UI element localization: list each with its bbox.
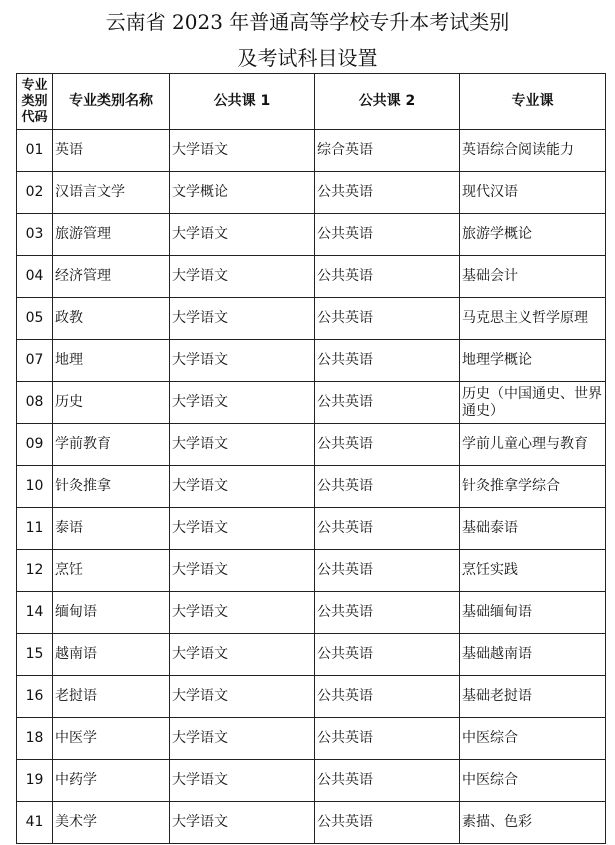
cell-public-course-2: 公共英语 <box>315 592 460 634</box>
cell-major-course: 烹饪实践 <box>460 550 606 592</box>
cell-category-name: 美术学 <box>53 802 170 844</box>
cell-category-code: 18 <box>17 718 53 760</box>
cell-public-course-2: 公共英语 <box>315 466 460 508</box>
cell-public-course-2: 公共英语 <box>315 172 460 214</box>
table-row <box>17 256 606 298</box>
cell-public-course-2: 公共英语 <box>315 634 460 676</box>
cell-major-course: 现代汉语 <box>460 172 606 214</box>
cell-category-name: 中药学 <box>53 760 170 802</box>
header-public-course-1: 公共课 1 <box>170 74 315 130</box>
cell-category-code: 19 <box>17 760 53 802</box>
cell-major-course: 地理学概论 <box>460 340 606 382</box>
cell-public-course-2: 公共英语 <box>315 508 460 550</box>
cell-public-course-2: 公共英语 <box>315 676 460 718</box>
cell-public-course-2: 公共英语 <box>315 256 460 298</box>
cell-public-course-1: 大学语文 <box>170 802 315 844</box>
cell-major-course: 学前儿童心理与教育 <box>460 424 606 466</box>
cell-category-code: 01 <box>17 130 53 172</box>
table-row <box>17 550 606 592</box>
cell-category-name: 政教 <box>53 298 170 340</box>
cell-major-course: 马克思主义哲学原理 <box>460 298 606 340</box>
cell-public-course-1: 大学语文 <box>170 298 315 340</box>
cell-major-course: 基础泰语 <box>460 508 606 550</box>
cell-public-course-1: 大学语文 <box>170 718 315 760</box>
cell-major-course: 英语综合阅读能力 <box>460 130 606 172</box>
cell-category-code: 04 <box>17 256 53 298</box>
table-row <box>17 718 606 760</box>
cell-category-name: 学前教育 <box>53 424 170 466</box>
cell-major-course: 基础会计 <box>460 256 606 298</box>
cell-public-course-1: 大学语文 <box>170 760 315 802</box>
cell-category-name: 中医学 <box>53 718 170 760</box>
cell-category-code: 07 <box>17 340 53 382</box>
cell-public-course-2: 公共英语 <box>315 760 460 802</box>
cell-category-name: 地理 <box>53 340 170 382</box>
cell-public-course-2: 公共英语 <box>315 718 460 760</box>
table-row <box>17 802 606 844</box>
cell-public-course-2: 公共英语 <box>315 298 460 340</box>
cell-public-course-2: 公共英语 <box>315 550 460 592</box>
table-row <box>17 298 606 340</box>
cell-category-code: 03 <box>17 214 53 256</box>
cell-public-course-2: 公共英语 <box>315 214 460 256</box>
cell-major-course: 旅游学概论 <box>460 214 606 256</box>
table-row <box>17 340 606 382</box>
cell-public-course-2: 公共英语 <box>315 424 460 466</box>
header-major-course: 专业课 <box>460 74 606 130</box>
cell-category-code: 41 <box>17 802 53 844</box>
cell-category-name: 泰语 <box>53 508 170 550</box>
cell-category-name: 英语 <box>53 130 170 172</box>
document-title-line-1: 云南省 2023 年普通高等学校专升本考试类别 <box>105 10 510 34</box>
cell-public-course-1: 大学语文 <box>170 214 315 256</box>
cell-category-code: 12 <box>17 550 53 592</box>
cell-category-code: 16 <box>17 676 53 718</box>
cell-category-name: 针灸推拿 <box>53 466 170 508</box>
cell-public-course-2: 公共英语 <box>315 340 460 382</box>
table-row <box>17 382 606 424</box>
cell-public-course-2: 公共英语 <box>315 382 460 424</box>
header-category-name: 专业类别名称 <box>53 74 170 130</box>
cell-public-course-1: 大学语文 <box>170 676 315 718</box>
cell-category-code: 08 <box>17 382 53 424</box>
table-row <box>17 172 606 214</box>
cell-public-course-1: 大学语文 <box>170 424 315 466</box>
header-category-code: 专业类别代码 <box>17 74 53 130</box>
table-row <box>17 424 606 466</box>
cell-category-code: 05 <box>17 298 53 340</box>
cell-public-course-1: 文学概论 <box>170 172 315 214</box>
cell-public-course-1: 大学语文 <box>170 130 315 172</box>
cell-public-course-2: 公共英语 <box>315 802 460 844</box>
cell-category-name: 老挝语 <box>53 676 170 718</box>
cell-major-course: 素描、色彩 <box>460 802 606 844</box>
cell-major-course: 中医综合 <box>460 718 606 760</box>
table-row <box>17 760 606 802</box>
table-row <box>17 634 606 676</box>
cell-major-course: 历史（中国通史、世界通史） <box>460 382 606 424</box>
cell-public-course-1: 大学语文 <box>170 508 315 550</box>
table-row <box>17 130 606 172</box>
table-row <box>17 676 606 718</box>
table-row <box>17 214 606 256</box>
cell-public-course-1: 大学语文 <box>170 550 315 592</box>
cell-public-course-1: 大学语文 <box>170 634 315 676</box>
cell-public-course-1: 大学语文 <box>170 466 315 508</box>
table-row <box>17 592 606 634</box>
cell-public-course-1: 大学语文 <box>170 382 315 424</box>
cell-major-course: 基础老挝语 <box>460 676 606 718</box>
exam-subjects-table <box>16 73 606 844</box>
cell-category-name: 旅游管理 <box>53 214 170 256</box>
table-row <box>17 466 606 508</box>
cell-major-course: 基础缅甸语 <box>460 592 606 634</box>
cell-category-code: 02 <box>17 172 53 214</box>
cell-category-code: 11 <box>17 508 53 550</box>
cell-category-code: 09 <box>17 424 53 466</box>
cell-category-code: 15 <box>17 634 53 676</box>
cell-category-name: 历史 <box>53 382 170 424</box>
cell-category-name: 越南语 <box>53 634 170 676</box>
header-public-course-2: 公共课 2 <box>315 74 460 130</box>
cell-category-name: 经济管理 <box>53 256 170 298</box>
table-row <box>17 508 606 550</box>
cell-major-course: 针灸推拿学综合 <box>460 466 606 508</box>
cell-public-course-1: 大学语文 <box>170 592 315 634</box>
document-title-line-2: 及考试科目设置 <box>237 46 378 70</box>
cell-category-name: 缅甸语 <box>53 592 170 634</box>
cell-category-name: 汉语言文学 <box>53 172 170 214</box>
cell-major-course: 中医综合 <box>460 760 606 802</box>
table-header-row <box>17 74 606 130</box>
cell-public-course-2: 综合英语 <box>315 130 460 172</box>
cell-public-course-1: 大学语文 <box>170 340 315 382</box>
cell-public-course-1: 大学语文 <box>170 256 315 298</box>
cell-category-code: 10 <box>17 466 53 508</box>
cell-category-name: 烹饪 <box>53 550 170 592</box>
cell-category-code: 14 <box>17 592 53 634</box>
cell-major-course: 基础越南语 <box>460 634 606 676</box>
